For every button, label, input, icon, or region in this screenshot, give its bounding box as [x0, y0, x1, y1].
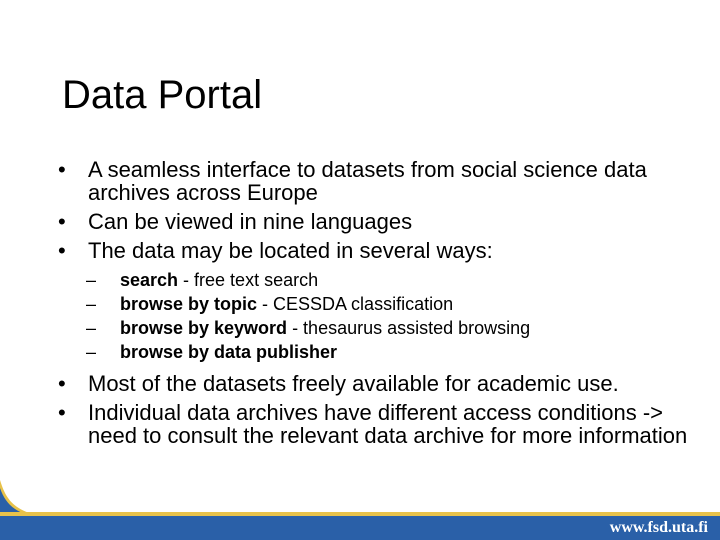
bullet-symbol: •: [58, 400, 66, 425]
sub-bullet-item: [58, 292, 698, 316]
slide-title: Data Portal: [62, 73, 263, 117]
sub-bullet-list: [58, 268, 698, 364]
bullet-item: [58, 372, 698, 395]
bullet-item: [58, 401, 698, 447]
bullet-item: [58, 210, 698, 233]
bullet-item: [58, 158, 698, 204]
footer-url-link[interactable]: www.fsd.uta.fi: [609, 519, 708, 536]
sub-bullet-text: - CESSDA classification: [257, 294, 454, 314]
sub-bullet-item: [58, 268, 698, 292]
sub-bullet-item: [58, 340, 698, 364]
dash-symbol: –: [86, 294, 97, 314]
bullet-text: Can be viewed in nine languages: [88, 209, 413, 234]
sub-bullet-term: browse by keyword: [120, 318, 288, 338]
sub-bullet-term: browse by data publisher: [120, 342, 338, 362]
bullet-symbol: •: [58, 371, 66, 396]
slide-body: [58, 158, 698, 453]
sub-bullet-term: search: [120, 270, 179, 290]
sub-bullet-term: browse by topic: [120, 294, 258, 314]
bullet-text: The data may be located in several ways:: [88, 238, 493, 263]
dash-symbol: –: [86, 270, 97, 290]
bullet-symbol: •: [58, 238, 66, 263]
bullet-symbol: •: [58, 157, 66, 182]
sub-bullet-text: - free text search: [178, 270, 319, 290]
sub-bullet-text: - thesaurus assisted browsing: [287, 318, 531, 338]
bullet-item: [58, 239, 698, 262]
bullet-text: A seamless interface to datasets from social science data archives across Europe: [88, 157, 647, 205]
dash-symbol: –: [86, 342, 97, 362]
dash-symbol: –: [86, 318, 97, 338]
bullet-symbol: •: [58, 209, 66, 234]
bullet-text: Most of the datasets freely available for academic use.: [88, 371, 619, 396]
sub-bullet-item: [58, 316, 698, 340]
bullet-text: Individual data archives have different access conditions -> need to consult the relevant data archive for more information: [88, 400, 688, 448]
